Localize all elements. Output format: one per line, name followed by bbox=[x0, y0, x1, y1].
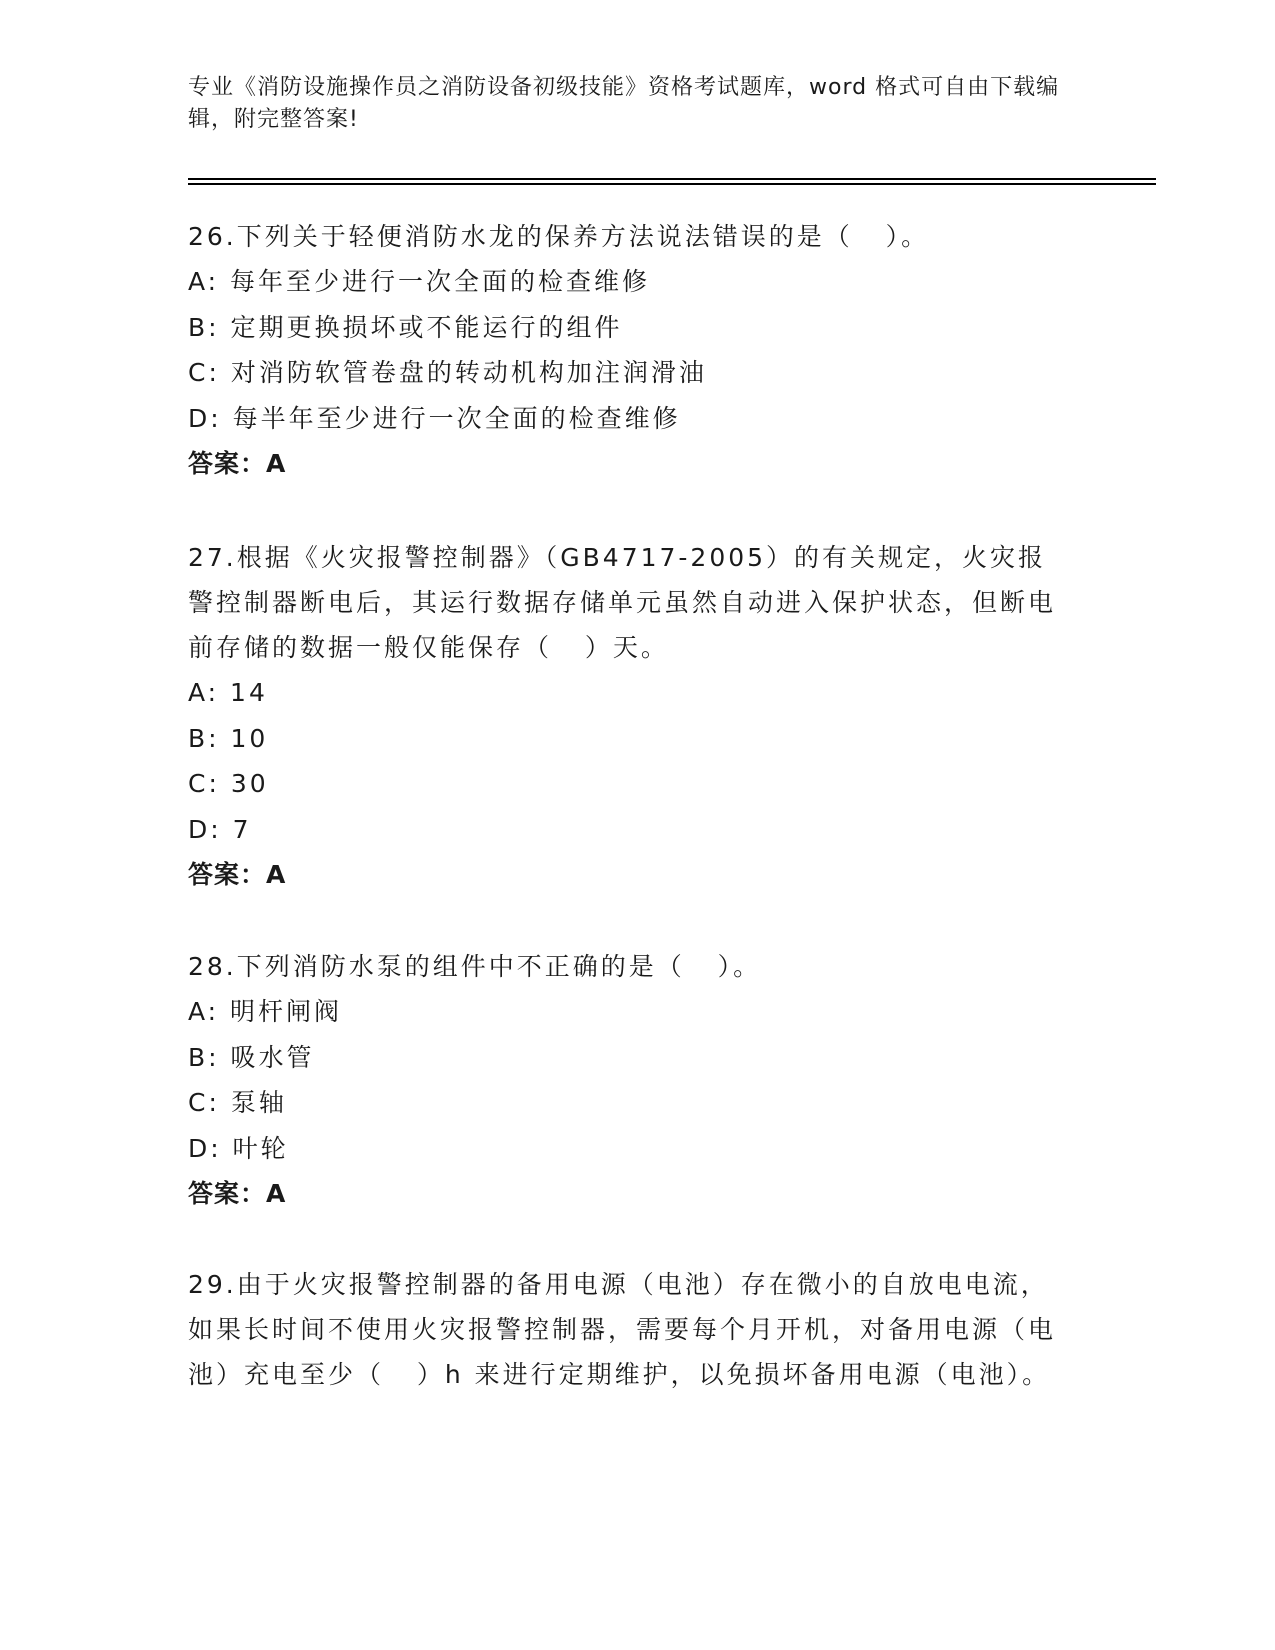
question-stem: 26.下列关于轻便消防水龙的保养方法说法错误的是（ ）。 bbox=[188, 222, 930, 251]
question-29 bbox=[188, 1262, 1068, 1397]
question-28 bbox=[188, 944, 1068, 1216]
answer-text: 答案：A bbox=[188, 1179, 287, 1208]
option-b: B: 吸水管 bbox=[188, 1042, 315, 1072]
question-stem: 27.根据《火灾报警控制器》（GB4717-2005）的有关规定，火灾报警控制器断电后，其运行数据存储单元虽然自动进入保护状态，但断电前存储的数据一般仅能保存（ ）天。 bbox=[188, 543, 1057, 662]
answer-text: 答案：A bbox=[188, 449, 287, 478]
header-divider-top bbox=[188, 178, 1156, 180]
question-27 bbox=[188, 535, 1068, 897]
option-b: B: 定期更换损坏或不能运行的组件 bbox=[188, 312, 623, 342]
option-c: C: 30 bbox=[188, 769, 269, 798]
option-a: A: 14 bbox=[188, 678, 268, 707]
option-c: C: 对消防软管卷盘的转动机构加注润滑油 bbox=[188, 358, 707, 387]
document-header: 专业《消防设施操作员之消防设备初级技能》资格考试题库，word 格式可自由下载编辑，附完整答案! bbox=[188, 75, 1060, 132]
question-stem: 28.下列消防水泵的组件中不正确的是（ ）。 bbox=[188, 952, 762, 981]
header-divider-bottom bbox=[188, 183, 1156, 185]
question-stem: 29.由于火灾报警控制器的备用电源（电池）存在微小的自放电电流，如果长时间不使用火灾报警控制器，需要每个月开机，对备用电源（电池）充电至少（ ）h 来进行定期维护，以免损坏备用电源（电池）。 bbox=[188, 1270, 1057, 1389]
option-d: D: 叶轮 bbox=[188, 1133, 289, 1163]
option-d: D: 每半年至少进行一次全面的检查维修 bbox=[188, 403, 681, 433]
answer-text: 答案：A bbox=[188, 860, 287, 889]
option-a: A: 每年至少进行一次全面的检查维修 bbox=[188, 267, 651, 296]
option-d: D: 7 bbox=[188, 814, 252, 844]
option-c: C: 泵轴 bbox=[188, 1088, 287, 1117]
option-a: A: 明杆闸阀 bbox=[188, 997, 343, 1026]
question-26 bbox=[188, 214, 1068, 486]
option-b: B: 10 bbox=[188, 723, 269, 753]
